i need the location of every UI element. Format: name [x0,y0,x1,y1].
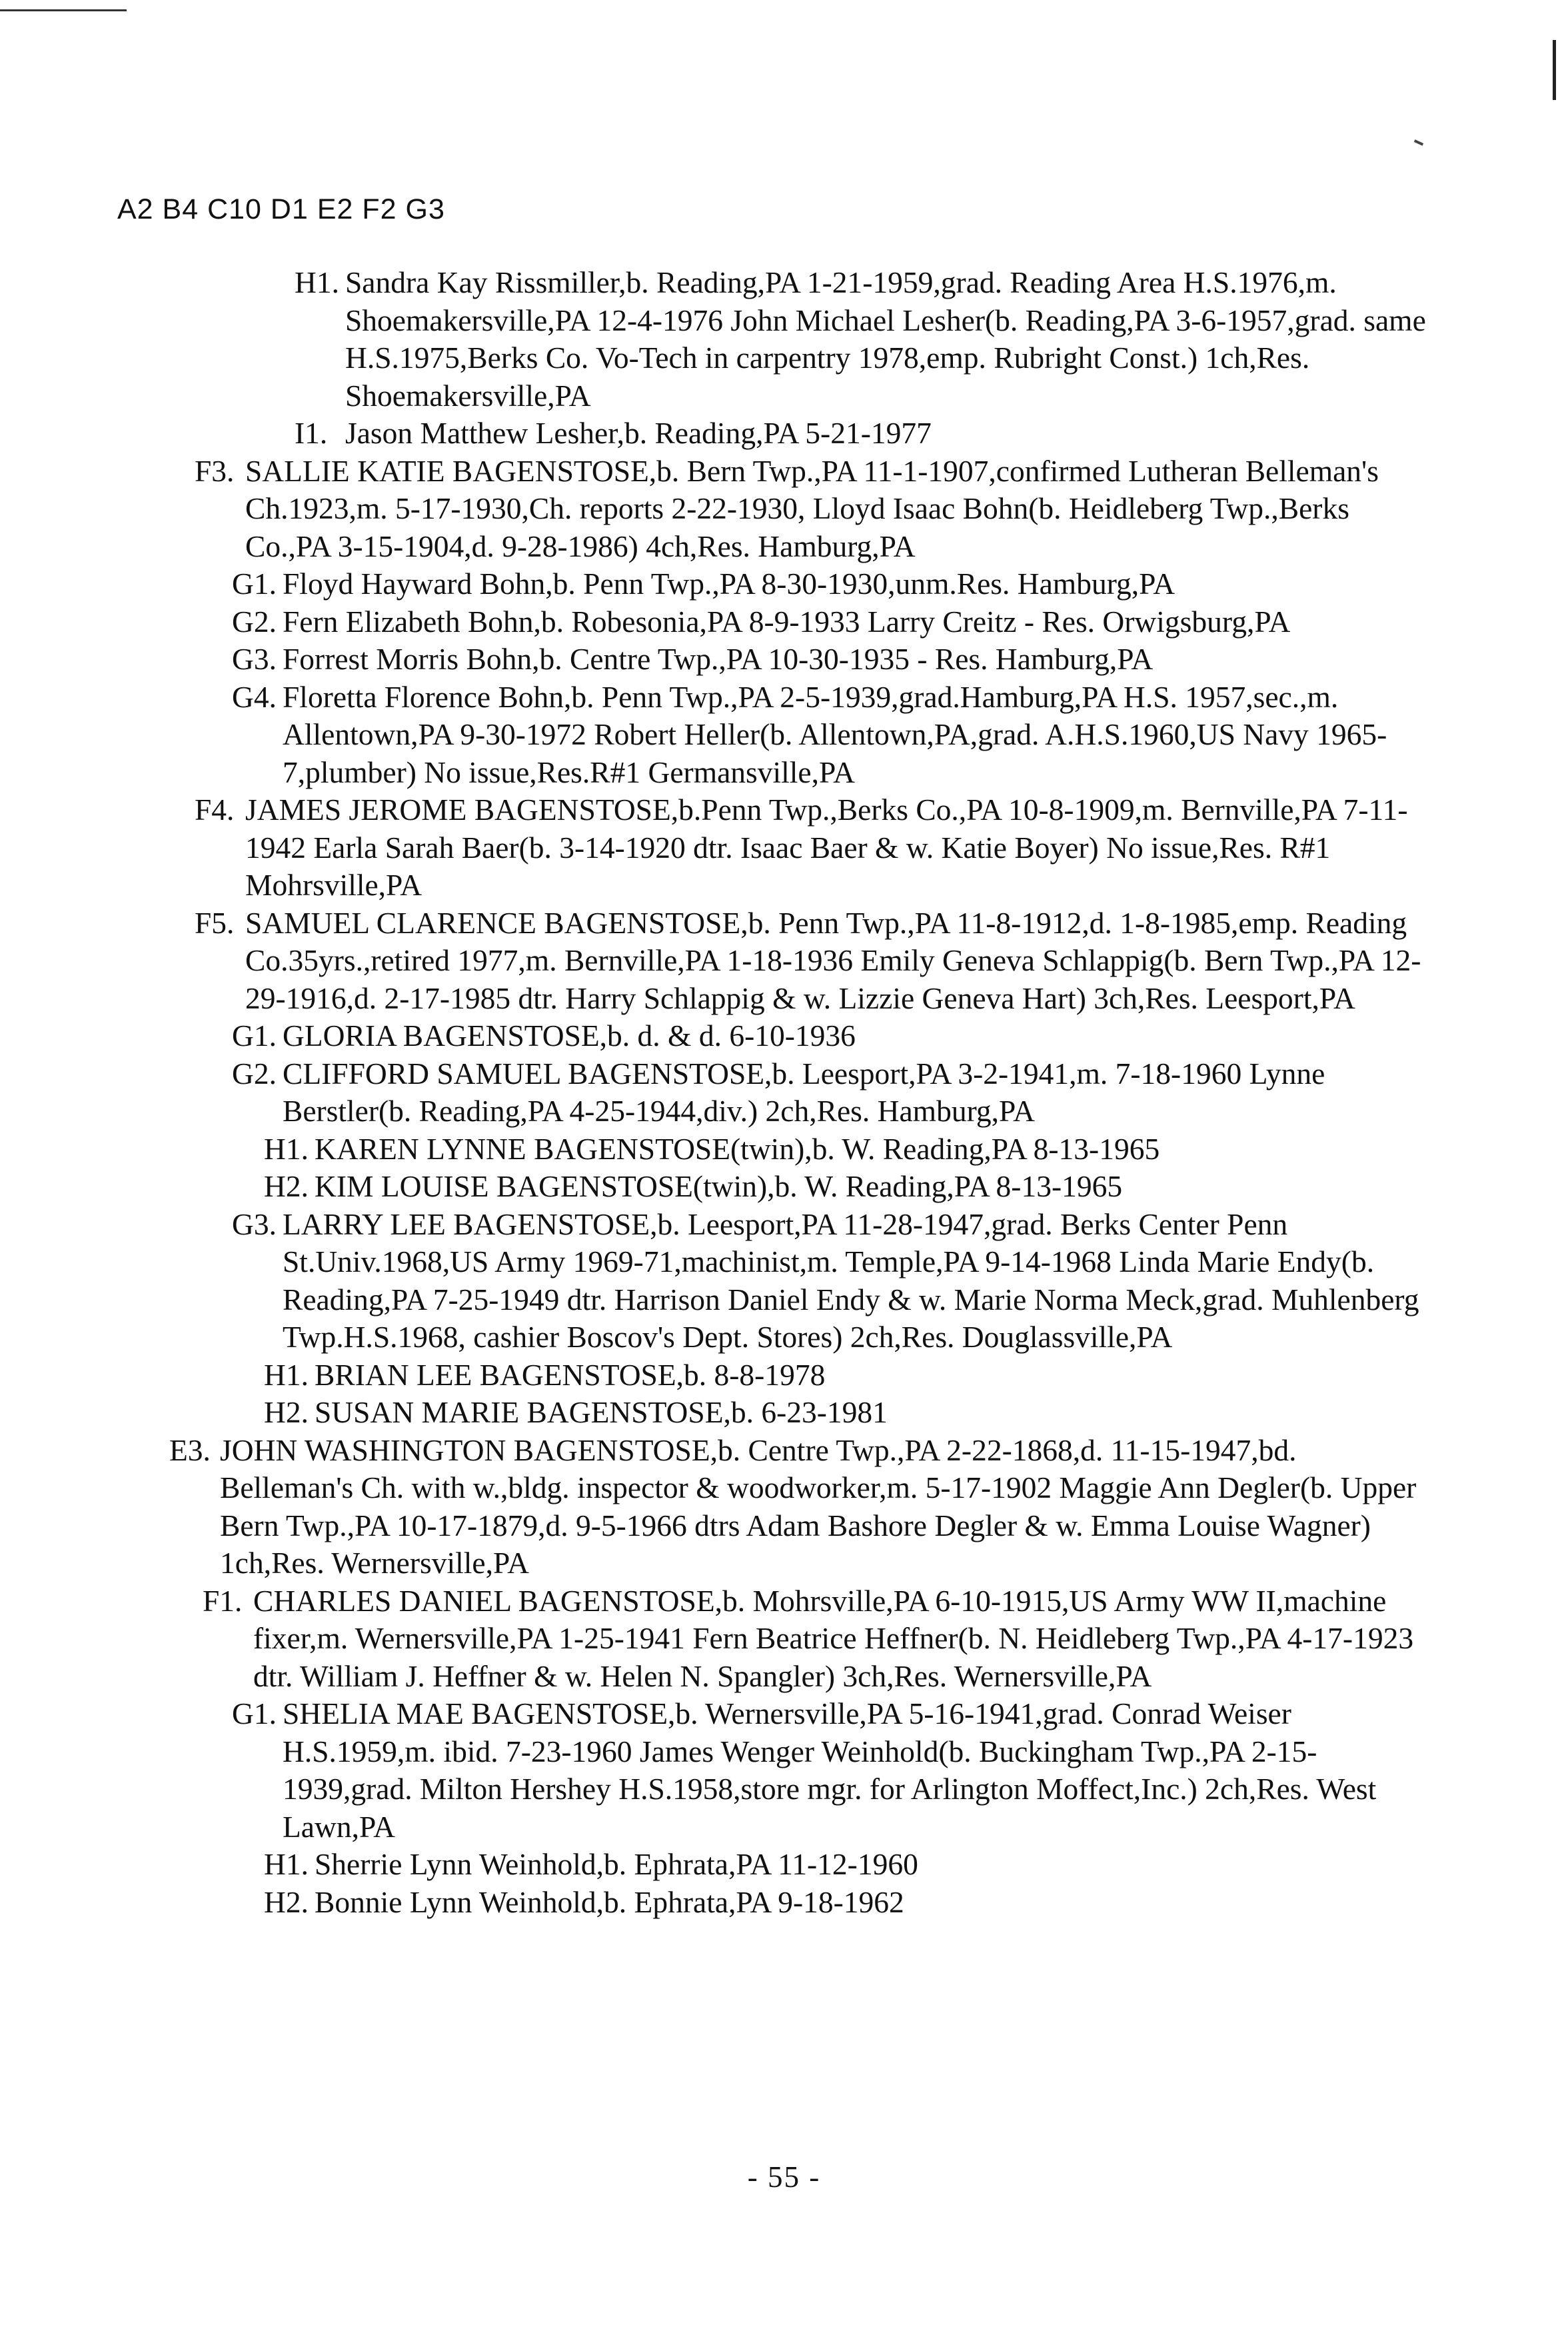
entry-label: H2. [264,1395,309,1429]
entry-f5-samuel [0,905,1426,1018]
entry-label: F1. [203,1583,243,1618]
entry-h2-susan [0,1394,1426,1432]
entry-label: G1. [232,1696,277,1730]
entry-text: KAREN LYNNE BAGENSTOSE(twin),b. W. Reading,PA 8-13-1965 [315,1131,1160,1166]
page-number: - 55 - [747,2160,821,2194]
entry-text: Floyd Hayward Bohn,b. Penn Twp.,PA 8-30-1930,unm.Res. Hamburg,PA [283,567,1176,601]
entry-label: G4. [232,679,277,714]
entry-f3-sallie [0,453,1426,566]
entry-text: JOHN WASHINGTON BAGENSTOSE,b. Centre Twp.,PA 2-22-1868,d. 11-15-1947,bd. Belleman's Ch. with w.,bldg. inspector & woodworker,m. 5-17-1902 Maggie Ann Degler(b. Upper Bern Twp.,PA 10-17-1879,d. 9-5-1966 dtrs Adam Bashore Degler & w. Emma Louise Wagner) 1ch,Res. Wernersville,PA [220,1432,1417,1580]
entry-f4-james [0,791,1426,905]
entry-text: GLORIA BAGENSTOSE,b. d. & d. 6-10-1936 [283,1019,856,1053]
entry-e3-john [0,1432,1426,1582]
entry-label: H1. [264,1847,309,1881]
entry-g3-larry [0,1206,1426,1356]
entry-text: JAMES JEROME BAGENSTOSE,b.Penn Twp.,Berks Co.,PA 10-8-1909,m. Bernville,PA 7-11-1942 Earla Sarah Baer(b. 3-14-1920 dtr. Isaac Baer & w. Katie Boyer) No issue,Res. R#1 Mohrsville,PA [245,793,1408,902]
entry-h2-kim [0,1168,1426,1206]
entry-h2-bonnie [0,1884,1426,1922]
entry-text: KIM LOUISE BAGENSTOSE(twin),b. W. Reading,PA 8-13-1965 [315,1169,1123,1203]
entry-g1-gloria [0,1017,1426,1055]
entry-text: SALLIE KATIE BAGENSTOSE,b. Bern Twp.,PA 11-1-1907,confirmed Lutheran Belleman's Ch.1923,m. 5-17-1930,Ch. reports 2-22-1930, Lloyd Isaac Bohn(b. Heidleberg Twp.,Berks Co.,PA 3-15-1904,d. 9-28-1986) 4ch,Res. Hamburg,PA [245,453,1379,563]
entry-text: Sandra Kay Rissmiller,b. Reading,PA 1-21-1959,grad. Reading Area H.S.1976,m. Shoemakersville,PA 12-4-1976 John Michael Lesher(b. Reading,PA 3-6-1957,grad. same H.S.1975,Berks Co. Vo-Tech in carpentry 1978,emp. Rubright Const.) 1ch,Res. Shoemakersville,PA [345,265,1426,413]
entry-label: F5. [195,905,235,940]
entry-text: Forrest Morris Bohn,b. Centre Twp.,PA 10-30-1935 - Res. Hamburg,PA [283,642,1154,676]
entry-text: CLIFFORD SAMUEL BAGENSTOSE,b. Leesport,PA 3-2-1941,m. 7-18-1960 Lynne Berstler(b. Reading,PA 4-25-1944,div.) 2ch,Res. Hamburg,PA [283,1056,1325,1128]
entry-text: SAMUEL CLARENCE BAGENSTOSE,b. Penn Twp.,PA 11-8-1912,d. 1-8-1985,emp. Reading Co.35yrs.,retired 1977,m. Bernville,PA 1-18-1936 Emily Geneva Schlappig(b. Bern Twp.,PA 12-29-1916,d. 2-17-1985 dtr. Harry Schlappig & w. Lizzie Geneva Hart) 3ch,Res. Leesport,PA [245,905,1421,1015]
scan-speck [1414,139,1423,146]
entry-label: H1. [295,265,339,299]
entry-label: F3. [195,453,235,488]
entry-text: LARRY LEE BAGENSTOSE,b. Leesport,PA 11-28-1947,grad. Berks Center Penn St.Univ.1968,US Army 1969-71,machinist,m. Temple,PA 9-14-1968 Linda Marie Endy(b. Reading,PA 7-25-1949 dtr. Harrison Daniel Endy & w. Marie Norma Meck,grad. Muhlenberg Twp.H.S.1968, cashier Boscov's Dept. Stores) 2ch,Res. Douglassville,PA [283,1206,1419,1354]
entry-g4-floretta [0,679,1426,792]
entry-label: H1. [264,1357,309,1392]
entry-text: Jason Matthew Lesher,b. Reading,PA 5-21-1977 [345,416,932,450]
entry-label: G1. [232,1019,277,1053]
entry-g2-fern [0,603,1426,641]
entry-g1-floyd [0,565,1426,603]
entry-g2-clifford [0,1055,1426,1131]
scan-margin-mark [1553,40,1556,100]
entry-text: Sherrie Lynn Weinhold,b. Ephrata,PA 11-12-1960 [315,1847,918,1881]
entry-text: BRIAN LEE BAGENSTOSE,b. 8-8-1978 [315,1357,826,1392]
entry-i1-jason [0,415,1426,453]
entry-text: SHELIA MAE BAGENSTOSE,b. Wernersville,PA 5-16-1941,grad. Conrad Weiser H.S.1959,m. ibid. 7-23-1960 James Wenger Weinhold(b. Buckingham Twp.,PA 2-15-1939,grad. Milton Hershey H.S.1958,store mgr. for Arlington Moffect,Inc.) 2ch,Res. West Lawn,PA [283,1696,1377,1844]
entry-h1-sherrie [0,1846,1426,1884]
entry-label: G2. [232,604,277,639]
entry-text: Floretta Florence Bohn,b. Penn Twp.,PA 2-5-1939,grad.Hamburg,PA H.S. 1957,sec.,m. Allentown,PA 9-30-1972 Robert Heller(b. Allentown,PA,grad. A.H.S.1960,US Navy 1965-7,plumber) No issue,Res.R#1 Germansville,PA [283,679,1387,789]
entry-text: Fern Elizabeth Bohn,b. Robesonia,PA 8-9-1933 Larry Creitz - Res. Orwigsburg,PA [283,604,1291,639]
entry-label: I1. [295,416,328,450]
lineage-header: A2 B4 C10 D1 E2 F2 G3 [117,193,445,225]
entry-label: G3. [232,1206,277,1241]
entry-text: SUSAN MARIE BAGENSTOSE,b. 6-23-1981 [315,1395,888,1429]
entry-h1-karen [0,1131,1426,1169]
entry-label: G3. [232,642,277,676]
entry-label: G2. [232,1056,277,1091]
entry-label: G1. [232,567,277,601]
entry-g1-shelia [0,1695,1426,1846]
entry-label: H1. [264,1131,309,1166]
entry-text: CHARLES DANIEL BAGENSTOSE,b. Mohrsville,PA 6-10-1915,US Army WW II,machine fixer,m. Wernersville,PA 1-25-1941 Fern Beatrice Heffner(b. N. Heidleberg Twp.,PA 4-17-1923 dtr. William J. Heffner & w. Helen N. Spangler) 3ch,Res. Wernersville,PA [253,1583,1414,1693]
entry-text: Bonnie Lynn Weinhold,b. Ephrata,PA 9-18-1962 [315,1884,904,1919]
genealogy-entries [0,264,1568,1921]
scan-edge-line [0,9,127,11]
entry-label: E3. [169,1432,211,1467]
entry-g3-forrest [0,641,1426,679]
entry-label: H2. [264,1169,309,1203]
entry-label: F4. [195,793,235,827]
entry-h1-sandra [0,264,1426,415]
entry-f1-charles [0,1582,1426,1696]
entry-h1-brian [0,1356,1426,1394]
entry-label: H2. [264,1884,309,1919]
